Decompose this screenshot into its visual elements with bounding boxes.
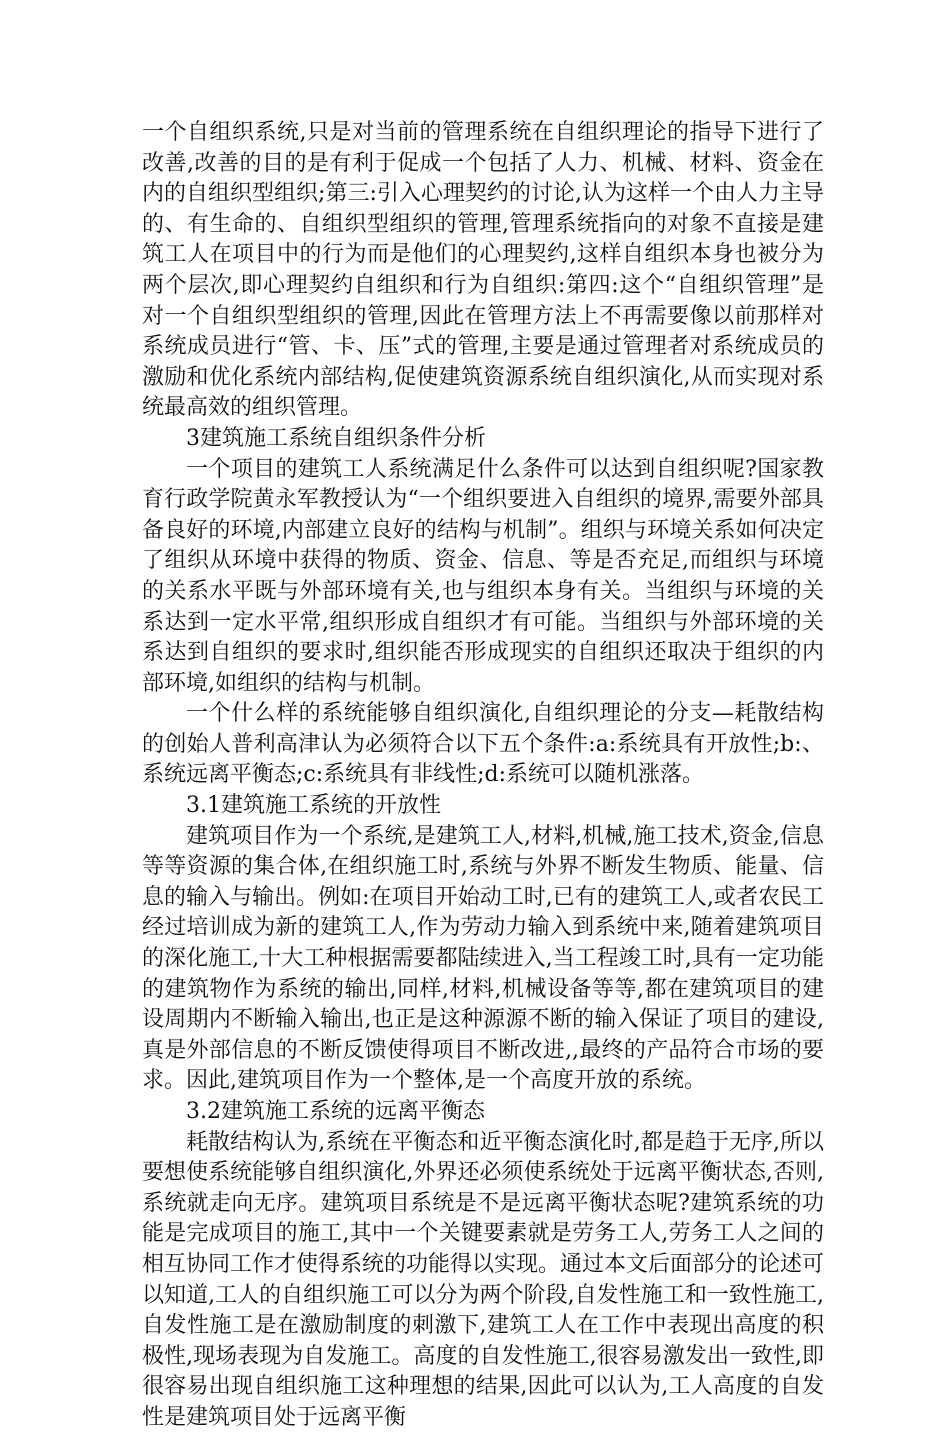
paragraph: 建筑项目作为一个系统,是建筑工人,材料,机械,施工技术,资金,信息等等资源的集合体,在组织施工时,系统与外界不断发生物质、能量、信息的输入与输出。例如:在项目开始动工时,已有的建筑工人,或者农民工经过培训成为新的建筑工人,作为劳动力输入到系统中来,随着建筑项目的深化施工,十大工种根据需要都陆续进入,当工程竣工时,具有一定功能的建筑物作为系统的输出,同样,材料,机械设备等等,都在建筑项目的建设周期内不断输入输出,也正是这种源源不断的输入保证了项目的建设,真是外部信息的不断反馈使得项目不断改进,,最终的产品符合市场的要求。因此,建筑项目作为一个整体,是一个高度开放的系统。 [142, 823, 824, 1094]
paragraph-continuation: 一个自组织系统,只是对当前的管理系统在自组织理论的指导下进行了改善,改善的目的是有利于促成一个包括了人力、机械、材料、资金在内的自组织型组织;第三:引入心理契约的讨论,认为这样一个由人力主导的、有生命的、自组织型组织的管理,管理系统指向的对象不直接是建筑工人在项目中的行为而是他们的心理契约,这样自组织本身也被分为两个层次,即心理契约自组织和行为自组织:第四:这个“自组织管理”是对一个自组织型组织的管理,因此在管理方法上不再需要像以前那样对系统成员进行“管、卡、压”式的管理,主要是通过管理者对系统成员的激励和优化系统内部结构,促使建筑资源系统自组织演化,从而实现对系统最高效的组织管理。 [142, 120, 824, 421]
section-heading-3-1: 3.1建筑施工系统的开放性 [186, 793, 441, 819]
section-heading-3: 3建筑施工系统自组织条件分析 [186, 425, 486, 451]
paragraph: 一个项目的建筑工人系统满足什么条件可以达到自组织呢?国家教育行政学院黄永军教授认为“一个组织要进入自组织的境界,需要外部具备良好的环境,内部建立良好的结构与机制”。组织与环境关系如何决定了组织从环境中获得的物质、资金、信息、等是否充足,而组织与环境的关系水平既与外部环境有关,也与组织本身有关。当组织与环境的关系达到一定水平常,组织形成自组织才有可能。当组织与外部环境的关系达到自组织的要求时,组织能否形成现实的自组织还取决于组织的内部环境,如组织的结构与机制。 [142, 456, 824, 696]
document-body [142, 118, 824, 1434]
section-heading-3-2: 3.2建筑施工系统的远离平衡态 [186, 1099, 485, 1124]
paragraph: 一个什么样的系统能够自组织演化,自组织理论的分支—耗散结构的创始人普利高津认为必须符合以下五个条件:a:系统具有开放性;b:、系统远离平衡态;c:系统具有非线性;d:系统可以随机涨落。 [142, 701, 824, 788]
paragraph: 耗散结构认为,系统在平衡态和近平衡态演化时,都是趋于无序,所以要想使系统能够自组织演化,外界还必须使系统处于远离平衡状态,否则,系统就走向无序。建筑项目系统是不是远离平衡状态呢?建筑系统的功能是完成项目的施工,其中一个关键要素就是劳务工人,劳务工人之间的相互协同工作才使得系统的功能得以实现。通过本文后面部分的论述可以知道,工人的自组织施工可以分为两个阶段,自发性施工和一致性施工,自发性施工是在激励制度的刺激下,建筑工人在工作中表现出高度的积极性,现场表现为自发施工。高度的自发性施工,很容易激发出一致性,即很容易出现自组织施工这种理想的结果,因此可以认为,工人高度的自发性是建筑项目处于远离平衡 [142, 1129, 825, 1430]
